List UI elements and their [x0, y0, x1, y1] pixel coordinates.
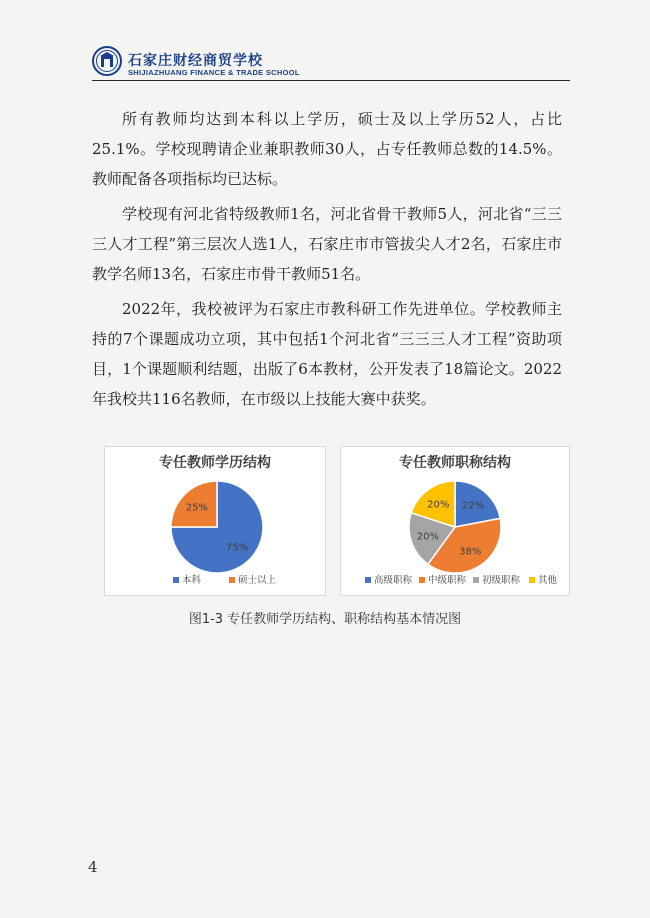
data-label: 22% [462, 500, 485, 512]
legend-swatch [229, 577, 235, 583]
paragraph: 所有教师均达到本科以上学历，硕士及以上学历52人，占比25.1%。学校现聘请企业兼职教师30人，占专任教师总数的14.5%。教师配备各项指标均已达标。 [92, 110, 562, 188]
legend-entry: 本科 [182, 575, 202, 586]
data-label: 38% [459, 546, 482, 558]
legend-swatch [173, 577, 179, 583]
education-pie-chart [104, 446, 326, 596]
legend-entry: 高级职称 [374, 575, 413, 586]
legend-entry: 硕士以上 [238, 575, 277, 586]
figure-caption: 图1-3 专任教师学历结构、职称结构基本情况图 [188, 612, 462, 627]
page-number: 4 [88, 858, 98, 876]
page-header [92, 46, 570, 86]
title-pie-svg [341, 447, 569, 595]
legend-swatch [419, 577, 425, 583]
legend-swatch [365, 577, 371, 583]
chart-title: 专任教师学历结构 [159, 455, 271, 471]
data-label: 20% [416, 531, 439, 543]
legend-swatch [529, 577, 535, 583]
body-text [92, 104, 562, 419]
paragraph: 学校现有河北省特级教师1名，河北省骨干教师5人，河北省“三三三人才工程”第三层次人选1人，石家庄市市管拔尖人才2名，石家庄市教学名师13名，石家庄市骨干教师51名。 [92, 205, 562, 283]
school-name-cn: 石家庄财经商贸学校 [128, 53, 263, 69]
legend-entry: 中级职称 [428, 575, 467, 586]
paragraph: 2022年，我校被评为石家庄市教科研工作先进单位。学校教师主持的7个课题成功立项，其中包括1个河北省“三三三人才工程”资助项目，1个课题顺利结题，出版了6本教材，公开发表了18篇论文。2022年我校共116名教师，在市级以上技能大赛中获奖。 [92, 300, 562, 408]
legend-entry: 其他 [538, 575, 558, 586]
header-divider [92, 80, 570, 81]
education-pie-svg [105, 447, 325, 595]
school-logo-icon [92, 46, 122, 76]
data-label: 25% [185, 502, 208, 514]
data-label: 20% [427, 499, 450, 511]
legend-entry: 初级职称 [482, 575, 521, 586]
title-pie-chart [340, 446, 570, 596]
school-name-en: SHIJIAZHUANG FINANCE & TRADE SCHOOL [128, 68, 300, 77]
chart-title: 专任教师职称结构 [399, 455, 511, 471]
legend-swatch [473, 577, 479, 583]
data-label: 75% [226, 542, 249, 554]
